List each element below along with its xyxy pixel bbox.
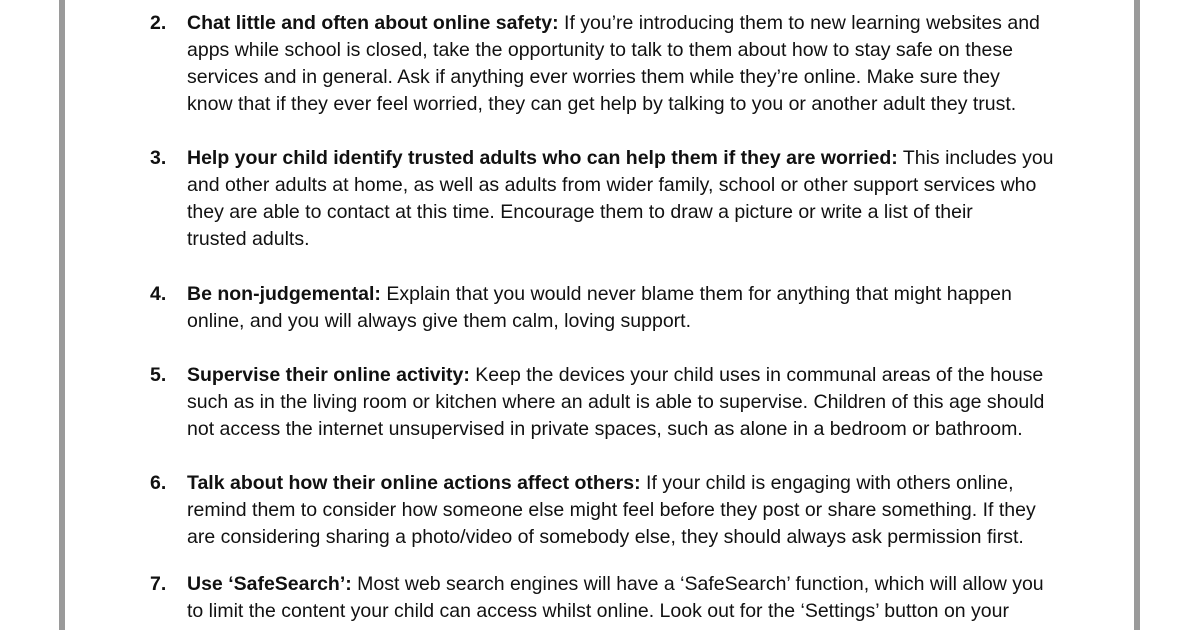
list-item-number: 4. bbox=[150, 283, 167, 305]
list-item-heading: Use ‘SafeSearch’: bbox=[187, 573, 352, 595]
list-item-heading: Help your child identify trusted adults who can help them if they are worried: bbox=[187, 147, 898, 169]
list-item-line: to limit the content your child can access whilst online. Look out for the ‘Settings’ button on your bbox=[187, 600, 1009, 622]
list-item-number: 6. bbox=[150, 472, 167, 494]
list-item-text: This includes you bbox=[897, 147, 1054, 169]
list-item-line: online, and you will always give them calm, loving support. bbox=[187, 310, 692, 332]
list-item-text: Most web search engines will have a ‘SafeSearch’ function, which will allow you bbox=[351, 573, 1044, 595]
list-item-line bbox=[187, 147, 1054, 170]
list-item-line: and other adults at home, as well as adults from wider family, school or other support services who bbox=[187, 174, 1037, 196]
list-item-line bbox=[187, 283, 1012, 306]
right-page-border bbox=[1134, 0, 1140, 630]
list-item-line bbox=[187, 573, 1044, 596]
list-item-heading: Be non-judgemental: bbox=[187, 283, 381, 305]
list-item-heading: Chat little and often about online safety: bbox=[187, 12, 559, 34]
list-item-line bbox=[187, 472, 1014, 495]
list-item-line: know that if they ever feel worried, they can get help by talking to you or another adult they trust. bbox=[187, 93, 1017, 115]
list-item-text: Explain that you would never blame them for anything that might happen bbox=[380, 283, 1012, 305]
list-item-heading: Talk about how their online actions affect others: bbox=[187, 472, 641, 494]
list-item-number: 2. bbox=[150, 12, 167, 34]
list-item-line bbox=[187, 12, 1040, 35]
list-item-line: remind them to consider how someone else might feel before they post or share something. If they bbox=[187, 499, 1036, 521]
list-item-line: not access the internet unsupervised in private spaces, such as alone in a bedroom or bathroom. bbox=[187, 418, 1023, 440]
list-item-line: trusted adults. bbox=[187, 228, 310, 250]
list-item-text: If you’re introducing them to new learning websites and bbox=[558, 12, 1040, 34]
list-item-line: services and in general. Ask if anything ever worries them while they’re online. Make sure they bbox=[187, 66, 1000, 88]
list-item-number: 3. bbox=[150, 147, 167, 169]
left-page-border bbox=[59, 0, 65, 630]
list-item-line: apps while school is closed, take the opportunity to talk to them about how to stay safe on these bbox=[187, 39, 1013, 61]
list-item-line bbox=[187, 364, 1043, 387]
list-item-line: they are able to contact at this time. Encourage them to draw a picture or write a list of their bbox=[187, 201, 973, 223]
list-item-number: 7. bbox=[150, 573, 167, 595]
list-item-text: If your child is engaging with others online, bbox=[640, 472, 1014, 494]
list-item-heading: Supervise their online activity: bbox=[187, 364, 470, 386]
list-item-line: such as in the living room or kitchen where an adult is able to supervise. Children of this age should bbox=[187, 391, 1045, 413]
list-item-text: Keep the devices your child uses in communal areas of the house bbox=[469, 364, 1044, 386]
list-item-number: 5. bbox=[150, 364, 167, 386]
list-item-line: are considering sharing a photo/video of somebody else, they should always ask permission first. bbox=[187, 526, 1024, 548]
